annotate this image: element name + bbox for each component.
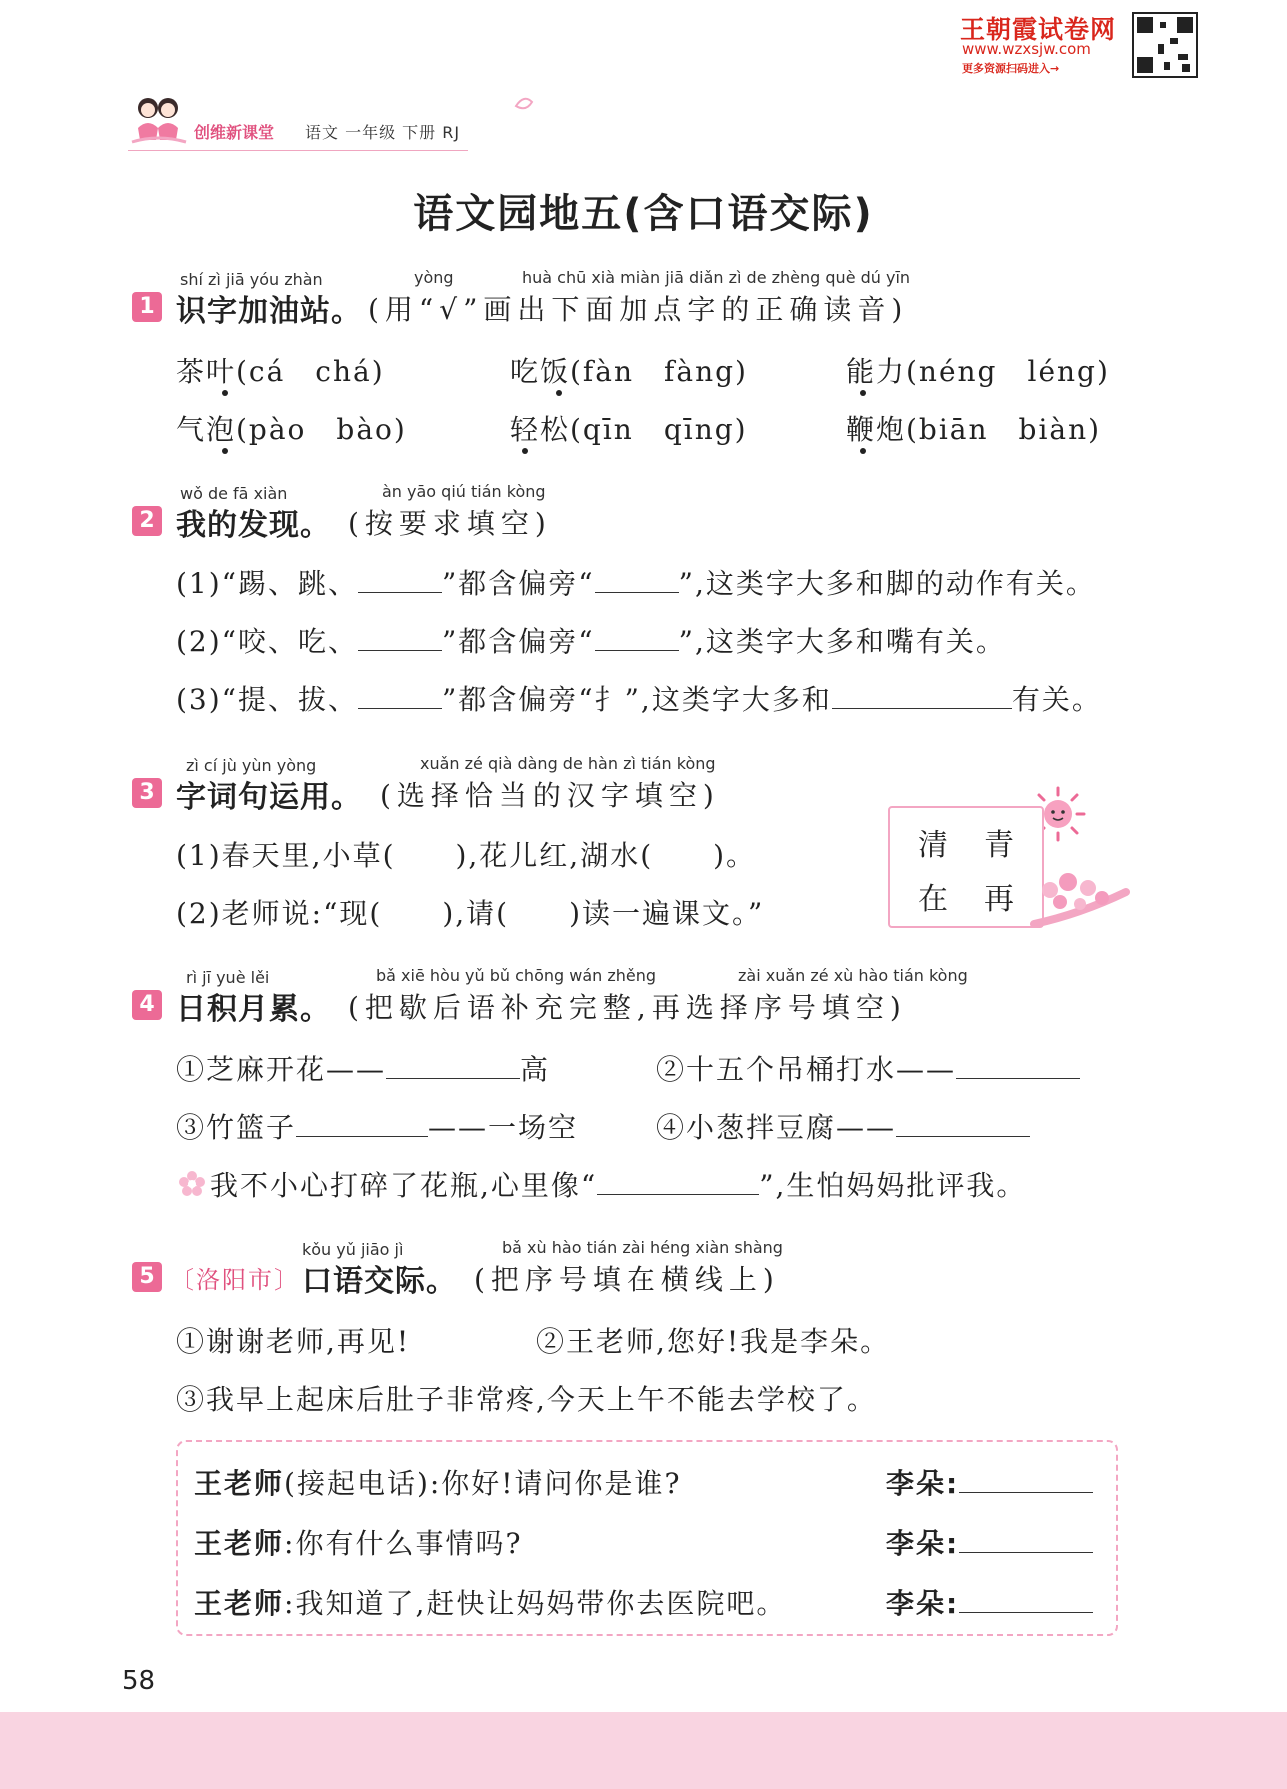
pinyin: yòng bbox=[414, 268, 454, 287]
reading-choice[interactable]: 吃饭(fàn fàng) bbox=[510, 355, 748, 388]
reading-choice[interactable]: 轻松(qīn qīng) bbox=[510, 413, 748, 446]
emphasis-dot bbox=[222, 448, 228, 454]
brand-url: www.wzxsjw.com bbox=[962, 40, 1091, 58]
option-item: ③我早上起床后肚子非常疼,今天上午不能去学校了。 bbox=[176, 1383, 877, 1416]
source-city-tag: 〔洛阳市〕 bbox=[170, 1266, 300, 1294]
pinyin: àn yāo qiú tián kòng bbox=[382, 482, 546, 501]
question-number: 5 bbox=[132, 1262, 162, 1292]
emphasis-dot bbox=[522, 448, 528, 454]
idiom-item bbox=[656, 1106, 1030, 1146]
pinyin: rì jī yuè lěi bbox=[186, 968, 270, 987]
answer-blank[interactable] bbox=[595, 566, 679, 593]
option-item: ①谢谢老师,再见! bbox=[176, 1325, 411, 1358]
text: ”,这类字大多和嘴有关。 bbox=[678, 625, 1006, 658]
idiom-item bbox=[656, 1048, 1080, 1088]
question-instruction: (把序号填在横线上) bbox=[474, 1263, 780, 1296]
text: ——一场空 bbox=[428, 1111, 579, 1144]
reading-choice[interactable]: 茶叶(cá chá) bbox=[176, 355, 385, 388]
text: ④小葱拌豆腐—— bbox=[656, 1111, 897, 1144]
option-item: ②王老师,您好!我是李朵。 bbox=[536, 1325, 891, 1358]
dialog-line bbox=[194, 1582, 786, 1622]
answer-blank[interactable] bbox=[959, 1586, 1093, 1613]
answer-blank[interactable] bbox=[956, 1052, 1080, 1079]
text: 我不小心打碎了花瓶,心里像“ bbox=[210, 1169, 598, 1202]
header-divider bbox=[128, 150, 468, 151]
flower-bullet-icon bbox=[178, 1170, 206, 1198]
answer-blank[interactable] bbox=[386, 1052, 520, 1079]
text: ”都含偏旁“ bbox=[441, 625, 595, 658]
speaker-name: 王老师 bbox=[194, 1467, 285, 1500]
speaker-name: 王老师 bbox=[194, 1587, 285, 1620]
answer-blank[interactable] bbox=[358, 682, 442, 709]
pinyin: huà chū xià miàn jiā diǎn zì de zhèng què dú yīn bbox=[522, 268, 911, 287]
question-title: 日积月累。 bbox=[176, 992, 331, 1027]
pinyin: xuǎn zé qià dàng de hàn zì tián kòng bbox=[420, 754, 716, 773]
pinyin: zài xuǎn zé xù hào tián kòng bbox=[738, 966, 968, 985]
reading-choice[interactable]: 鞭炮(biān biàn) bbox=[846, 413, 1102, 446]
student-answer bbox=[886, 1462, 1093, 1502]
text: ”都含偏旁“ bbox=[441, 567, 595, 600]
dialog-text: :你有什么事情吗? bbox=[284, 1527, 523, 1560]
pinyin: bǎ xù hào tián zài héng xiàn shàng bbox=[502, 1238, 783, 1257]
fill-line-1 bbox=[176, 562, 1096, 602]
question-title: 识字加油站。 bbox=[176, 294, 362, 329]
fill-line-3 bbox=[176, 678, 1102, 718]
text: 有关。 bbox=[1011, 683, 1102, 716]
series-name: 创维新课堂 bbox=[194, 123, 275, 142]
pinyin: shí zì jiā yóu zhàn bbox=[180, 270, 323, 289]
answer-blank[interactable] bbox=[896, 1110, 1030, 1137]
question-number: 2 bbox=[132, 506, 162, 536]
text: (3)“提、拔、 bbox=[176, 683, 358, 716]
speaker-name: 李朵: bbox=[886, 1527, 960, 1560]
dialog-line bbox=[194, 1462, 682, 1502]
qr-code-icon bbox=[1132, 12, 1198, 78]
answer-blank[interactable] bbox=[296, 1110, 428, 1137]
answer-blank[interactable] bbox=[832, 682, 1012, 709]
idiom-item bbox=[176, 1106, 578, 1146]
answer-blank[interactable] bbox=[595, 624, 679, 651]
reading-choice[interactable]: 能力(néng léng) bbox=[846, 355, 1110, 388]
question-instruction: (把歇后语补充完整,再选择序号填空) bbox=[348, 991, 907, 1024]
text: ”,生怕妈妈批评我。 bbox=[759, 1169, 1027, 1202]
answer-blank[interactable] bbox=[358, 566, 442, 593]
answer-blank[interactable] bbox=[597, 1168, 759, 1195]
text: (1)“踢、跳、 bbox=[176, 567, 358, 600]
text: ③竹篮子 bbox=[176, 1111, 297, 1144]
question-title: 我的发现。 bbox=[176, 508, 331, 543]
page-title: 语文园地五(含口语交际) bbox=[413, 191, 874, 237]
pinyin: bǎ xiē hòu yǔ bǔ chōng wán zhěng bbox=[376, 966, 657, 985]
flower-decoration-icon bbox=[1030, 862, 1130, 932]
speaker-name: 王老师 bbox=[194, 1527, 285, 1560]
student-answer bbox=[886, 1522, 1093, 1562]
idiom-item bbox=[176, 1048, 550, 1088]
question-number: 1 bbox=[132, 292, 162, 322]
student-answer bbox=[886, 1582, 1093, 1622]
emphasis-dot bbox=[556, 390, 562, 396]
idiom-application bbox=[210, 1164, 1026, 1204]
word-choice-box bbox=[888, 806, 1044, 928]
dialog-text: :我知道了,赶快让妈妈带你去医院吧。 bbox=[284, 1587, 787, 1620]
question-number: 3 bbox=[132, 778, 162, 808]
text: ”都含偏旁“扌”,这类字大多和 bbox=[441, 683, 832, 716]
emphasis-dot bbox=[222, 390, 228, 396]
text: (2)“咬、吃、 bbox=[176, 625, 358, 658]
pinyin: zì cí jù yùn yòng bbox=[186, 756, 317, 775]
fill-line-2 bbox=[176, 620, 1006, 660]
subject-label: 语文 一年级 下册 RJ bbox=[305, 123, 461, 142]
text: 高 bbox=[520, 1053, 551, 1086]
question-instruction: (用“√”画出下面加点字的正确读音) bbox=[368, 293, 909, 326]
reading-choice[interactable]: 气泡(pào bào) bbox=[176, 413, 407, 446]
emphasis-dot bbox=[860, 448, 866, 454]
sentence-fill[interactable]: (1)春天里,小草( ),花儿红,湖水( )。 bbox=[176, 839, 757, 872]
question-number: 4 bbox=[132, 990, 162, 1020]
kids-mascot-icon bbox=[128, 88, 188, 148]
word-option: 青 bbox=[984, 828, 1014, 863]
sentence-fill[interactable]: (2)老师说:“现( ),请( )读一遍课文。” bbox=[176, 897, 765, 930]
footer-band bbox=[0, 1712, 1287, 1789]
text: ①芝麻开花—— bbox=[176, 1053, 387, 1086]
pinyin: wǒ de fā xiàn bbox=[180, 484, 288, 503]
speaker-name: 李朵: bbox=[886, 1587, 960, 1620]
dialog-text: (接起电话):你好!请问你是谁? bbox=[284, 1467, 682, 1500]
emphasis-dot bbox=[860, 390, 866, 396]
answer-blank[interactable] bbox=[358, 624, 442, 651]
brand-tip: 更多资源扫码进入→ bbox=[962, 62, 1060, 75]
text: ②十五个吊桶打水—— bbox=[656, 1053, 957, 1086]
question-instruction: (按要求填空) bbox=[348, 507, 552, 540]
speaker-name: 李朵: bbox=[886, 1467, 960, 1500]
question-title: 字词句运用。 bbox=[176, 780, 362, 815]
answer-blank[interactable] bbox=[959, 1526, 1093, 1553]
dialog-box bbox=[176, 1440, 1118, 1636]
word-option: 在 bbox=[918, 882, 948, 917]
word-option: 再 bbox=[984, 882, 1014, 917]
question-title: 口语交际。 bbox=[302, 1264, 457, 1299]
answer-blank[interactable] bbox=[959, 1466, 1093, 1493]
pinyin: kǒu yǔ jiāo jì bbox=[302, 1240, 404, 1259]
dialog-line bbox=[194, 1522, 522, 1562]
question-instruction: (选择恰当的汉字填空) bbox=[380, 779, 720, 812]
text: ”,这类字大多和脚的动作有关。 bbox=[678, 567, 1096, 600]
brand-logo-text: 王朝霞试卷网 bbox=[960, 15, 1117, 44]
flower-decoration-icon bbox=[512, 92, 536, 114]
page-number: 58 bbox=[122, 1666, 156, 1696]
word-option: 清 bbox=[918, 828, 948, 863]
